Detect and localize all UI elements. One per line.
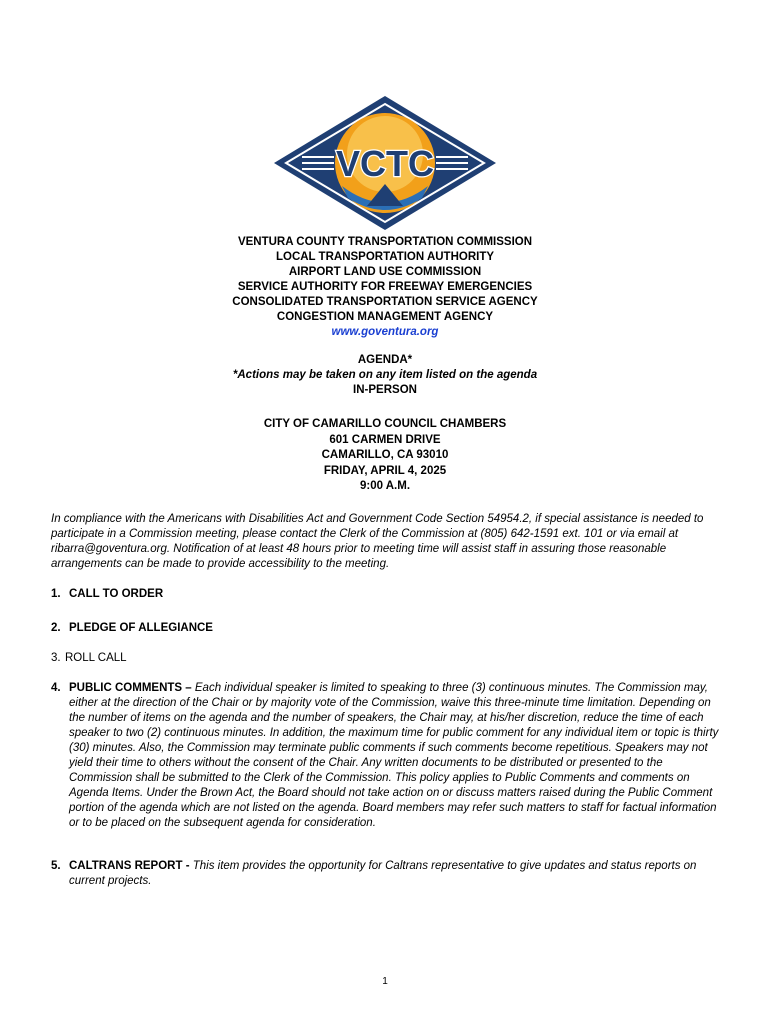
agenda-item	[51, 587, 723, 602]
logo-text: VCTC	[336, 143, 434, 184]
agenda-block	[0, 353, 770, 398]
agenda-item	[51, 859, 723, 889]
item-number: 1.	[51, 588, 61, 600]
org-line: VENTURA COUNTY TRANSPORTATION COMMISSION	[237, 236, 533, 248]
vctc-logo	[272, 94, 498, 232]
item-number: 2.	[51, 622, 61, 634]
item-number: 5.	[51, 860, 61, 872]
item-title: PLEDGE OF ALLEGIANCE	[69, 622, 213, 634]
agenda-item	[51, 681, 723, 831]
compliance-notice: In compliance with the Americans with Disabilities Act and Government Code Section 54954.2, if special assistance is needed to participate in a Commission meeting, please contact the Clerk of the Commission at (805) 642-1591 ext. 101 or via email at ribarra@goventura.org. Notification of at least 48 hours prior to meeting time will assist staff in assuring those reasonable arrangements can be made to provide accessibility to the meeting.	[51, 513, 704, 570]
item-title: ROLL CALL	[65, 652, 127, 664]
meeting-time: 9:00 A.M.	[359, 480, 411, 492]
agenda-title: AGENDA*	[357, 354, 413, 366]
org-line: LOCAL TRANSPORTATION AUTHORITY	[275, 251, 495, 263]
agenda-item	[51, 651, 723, 666]
page-number: 1	[382, 976, 388, 987]
location-block	[0, 417, 770, 495]
meeting-date: FRIDAY, APRIL 4, 2025	[323, 464, 447, 477]
venue: CITY OF CAMARILLO COUNCIL CHAMBERS	[263, 418, 507, 430]
street: 601 CARMEN DRIVE	[329, 433, 441, 446]
header-orgs	[0, 235, 770, 340]
city: CAMARILLO, CA 93010	[321, 449, 449, 461]
item-number: 4.	[51, 682, 61, 694]
agenda-item	[51, 621, 723, 636]
org-line: AIRPORT LAND USE COMMISSION	[288, 266, 482, 278]
item-title: CALL TO ORDER	[69, 588, 164, 600]
item-title: PUBLIC COMMENTS –	[69, 682, 192, 694]
website-link[interactable]: www.goventura.org	[331, 326, 439, 338]
item-title: CALTRANS REPORT -	[69, 860, 190, 872]
org-line: CONSOLIDATED TRANSPORTATION SERVICE AGENCY	[232, 296, 538, 308]
org-line: CONGESTION MANAGEMENT AGENCY	[276, 311, 494, 323]
org-line: SERVICE AUTHORITY FOR FREEWAY EMERGENCIES	[237, 281, 533, 293]
item-number: 3.	[51, 652, 61, 664]
agenda-note: *Actions may be taken on any item listed on the agenda	[232, 369, 538, 381]
agenda-format: IN-PERSON	[353, 384, 417, 396]
item-description: Each individual speaker is limited to speaking to three (3) continuous minutes. The Commission may, either at the direction of the Chair or by majority vote of the Commission, waive this three-minute time limitation. Depending on the number of items on the agenda and the number of speakers, the Chair may, at his/her discretion, reduce the time of each speaker to two (2) continuous minutes. In addition, the maximum time for public comment for any individual item or topic is thirty (30) minutes. Also, the Commission may terminate public comments if such comments become repetitious. Speakers may not yield their time to others without the consent of the Chair. Any written documents to be distributed or presented to the Commission shall be submitted to the Clerk of the Commission. This policy applies to Public Comments and comments on Agenda Items. Under the Brown Act, the Board should not take action on or discuss matters raised during the Public Comment portion of the agenda which are not listed on the agenda. Board members may refer such matters to staff for factual information or to be placed on the subsequent agenda for consideration.	[69, 682, 719, 829]
item-description: This item provides the opportunity for Caltrans representative to give updates and status reports on current projects.	[69, 860, 697, 887]
